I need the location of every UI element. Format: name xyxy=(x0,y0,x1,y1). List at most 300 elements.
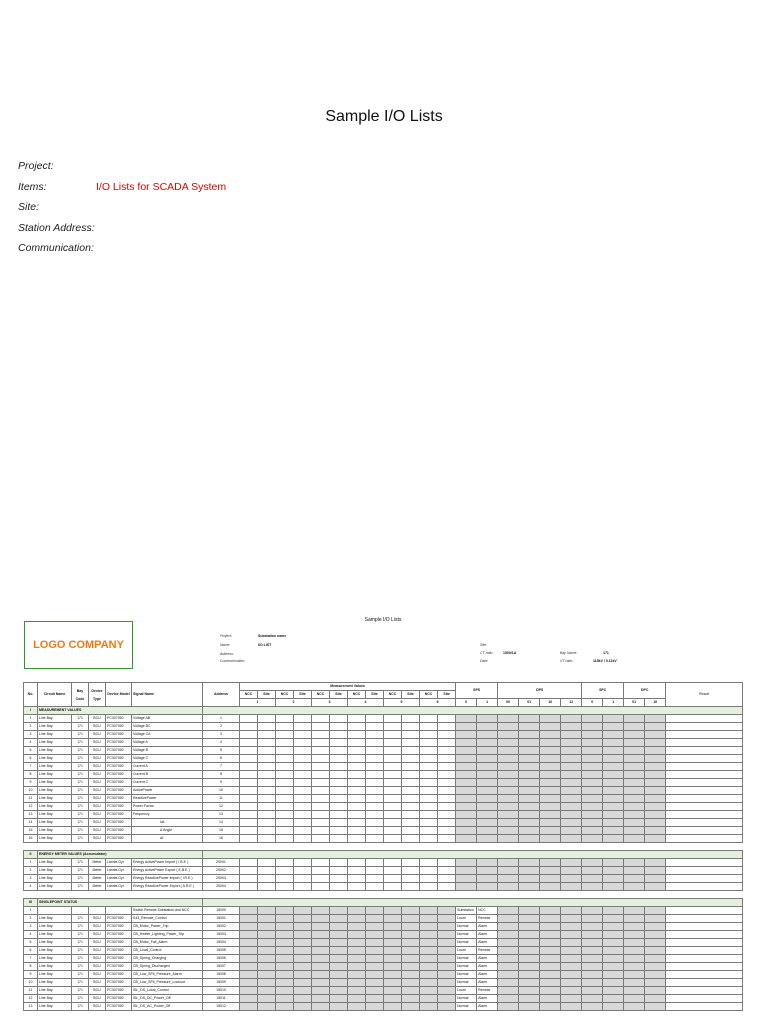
cell-sps-1: Remote xyxy=(477,987,498,995)
cell-measurement xyxy=(366,827,384,835)
cell-measurement xyxy=(294,795,312,803)
cell-measurement xyxy=(294,987,312,995)
cell-status-bit xyxy=(519,955,540,963)
cell-address: 15003 xyxy=(203,931,240,939)
cell-measurement xyxy=(330,771,348,779)
cell-measurement xyxy=(240,811,258,819)
col-group-5: 5 xyxy=(384,699,420,707)
cell-measurement xyxy=(240,971,258,979)
section-title: ENERGY METER VALUES (Accumulator) xyxy=(38,851,203,859)
info-ct-value xyxy=(503,651,516,655)
table-row xyxy=(24,963,743,971)
section-fill xyxy=(203,851,743,859)
cell-bay-code: 171 xyxy=(72,963,89,971)
cell-measurement xyxy=(384,835,402,843)
cell-measurement xyxy=(294,947,312,955)
cell-measurement xyxy=(366,939,384,947)
col-ncc-1: NCC xyxy=(240,691,258,699)
cell-status-bit xyxy=(561,971,582,979)
cell-status-bit xyxy=(519,963,540,971)
cell-measurement xyxy=(384,923,402,931)
cell-address: 20001 xyxy=(203,859,240,867)
cell-status-bit xyxy=(603,763,624,771)
cell-measurement xyxy=(276,827,294,835)
col-dpc-10: 10 xyxy=(645,699,666,707)
cell-measurement xyxy=(402,859,420,867)
cell-measurement xyxy=(312,955,330,963)
cell-no: 8 xyxy=(24,963,38,971)
cell-device-model: PC307050 xyxy=(106,947,132,955)
cell-measurement xyxy=(240,955,258,963)
cell-status-bit xyxy=(624,787,645,795)
cell-status-bit xyxy=(519,771,540,779)
cell-measurement xyxy=(312,715,330,723)
col-dps-01: 01 xyxy=(519,699,540,707)
cell-measurement xyxy=(294,923,312,931)
cell-circuit: Line Bay xyxy=(38,747,72,755)
cell-measurement xyxy=(276,883,294,891)
cell-measurement xyxy=(366,835,384,843)
cell-signal: ISL_DS_Local_Control xyxy=(132,987,203,995)
cell-measurement xyxy=(312,867,330,875)
cell-measurement xyxy=(330,971,348,979)
table-row xyxy=(24,987,743,995)
cell-circuit: Line Bay xyxy=(38,819,72,827)
cell-measurement xyxy=(276,995,294,1003)
cell-signal: CB_Motor_Power_Trip xyxy=(132,923,203,931)
cell-status-bit xyxy=(561,795,582,803)
table-row xyxy=(24,715,743,723)
cell-status-bit xyxy=(561,835,582,843)
cell-sps-1: Alarm xyxy=(477,931,498,939)
cell-device-type: BCU xyxy=(89,715,106,723)
cell-status-bit xyxy=(540,723,561,731)
cell-measurement xyxy=(312,931,330,939)
cell-status-bit xyxy=(519,763,540,771)
cell-measurement xyxy=(330,1003,348,1011)
cell-measurement xyxy=(420,923,438,931)
cell-measurement xyxy=(420,931,438,939)
cell-measurement xyxy=(402,763,420,771)
cell-sps-1 xyxy=(477,731,498,739)
cell-measurement xyxy=(348,939,366,947)
cell-status-bit xyxy=(561,883,582,891)
cell-address: 4 xyxy=(203,739,240,747)
cell-device-model: PC307050 xyxy=(106,755,132,763)
cell-measurement xyxy=(312,787,330,795)
cell-bay-code: 171 xyxy=(72,1003,89,1011)
cell-circuit: Line Bay xyxy=(38,931,72,939)
info-bay-label: Bay Name: xyxy=(560,651,578,655)
cell-address: 20004 xyxy=(203,883,240,891)
table-row xyxy=(24,779,743,787)
cell-measurement xyxy=(330,883,348,891)
cell-signal: Power Factor xyxy=(132,803,203,811)
cell-status-bit xyxy=(582,811,603,819)
cell-no: 10 xyxy=(24,979,38,987)
cell-sps-1 xyxy=(477,803,498,811)
cell-status-bit xyxy=(498,827,519,835)
cell-measurement xyxy=(294,811,312,819)
cell-measurement xyxy=(366,963,384,971)
cell-measurement xyxy=(330,739,348,747)
cell-address: 20002 xyxy=(203,867,240,875)
cell-device-model: PC307050 xyxy=(106,963,132,971)
table-row xyxy=(24,907,743,915)
col-no: No. xyxy=(24,683,38,707)
cell-device-model: Landis Gyr xyxy=(106,875,132,883)
table-row xyxy=(24,867,743,875)
cell-status-bit xyxy=(582,739,603,747)
cell-result xyxy=(666,859,743,867)
cell-measurement xyxy=(348,979,366,987)
cell-status-bit xyxy=(603,731,624,739)
cell-status-bit xyxy=(519,731,540,739)
cell-sps-0: Substation xyxy=(456,907,477,915)
cell-status-bit xyxy=(624,867,645,875)
cell-sps-0: Normal xyxy=(456,955,477,963)
cell-bay-code: 171 xyxy=(72,835,89,843)
cell-status-bit xyxy=(624,979,645,987)
cell-measurement xyxy=(330,987,348,995)
cell-circuit: Line Bay xyxy=(38,987,72,995)
cell-status-bit xyxy=(498,811,519,819)
cell-device-model: PC307050 xyxy=(106,931,132,939)
cell-bay-code: 171 xyxy=(72,819,89,827)
cell-measurement xyxy=(366,955,384,963)
cell-status-bit xyxy=(498,867,519,875)
cell-measurement xyxy=(366,987,384,995)
cell-measurement xyxy=(312,795,330,803)
section-fill xyxy=(203,707,743,715)
cell-measurement xyxy=(294,715,312,723)
cell-measurement xyxy=(312,939,330,947)
cell-status-bit xyxy=(561,907,582,915)
cell-signal: Energy ActivePower Export ( E.B.E ) xyxy=(132,867,203,875)
cell-sps-0 xyxy=(456,731,477,739)
cell-signal: Ia1 xyxy=(132,819,203,827)
cell-status-bit xyxy=(498,787,519,795)
cell-device-type: BCU xyxy=(89,787,106,795)
cell-device-model: PC307050 xyxy=(106,995,132,1003)
cell-measurement xyxy=(312,731,330,739)
cell-result xyxy=(666,747,743,755)
cell-measurement xyxy=(366,867,384,875)
cell-address: 13 xyxy=(203,811,240,819)
cell-status-bit xyxy=(624,883,645,891)
cell-status-bit xyxy=(645,875,666,883)
cell-status-bit xyxy=(498,739,519,747)
cell-measurement xyxy=(420,779,438,787)
cell-measurement xyxy=(438,883,456,891)
cell-device-type: BCU xyxy=(89,747,106,755)
cell-measurement xyxy=(384,779,402,787)
cell-device-type: BCU xyxy=(89,915,106,923)
cell-measurement xyxy=(240,907,258,915)
cell-measurement xyxy=(366,979,384,987)
cell-status-bit xyxy=(498,779,519,787)
cell-measurement xyxy=(438,803,456,811)
cell-measurement xyxy=(330,763,348,771)
cell-measurement xyxy=(402,923,420,931)
cell-circuit: Line Bay xyxy=(38,979,72,987)
cell-status-bit xyxy=(645,931,666,939)
cell-result xyxy=(666,947,743,955)
cell-measurement xyxy=(366,883,384,891)
section-header-row xyxy=(24,899,743,907)
cell-measurement xyxy=(258,1003,276,1011)
cell-no: 4 xyxy=(24,739,38,747)
table-row xyxy=(24,747,743,755)
cell-bay-code: 171 xyxy=(72,723,89,731)
cell-measurement xyxy=(420,907,438,915)
site-label: Site: xyxy=(18,201,40,213)
cell-sps-1 xyxy=(477,755,498,763)
cell-measurement xyxy=(420,819,438,827)
cell-no: 2 xyxy=(24,723,38,731)
cell-status-bit xyxy=(582,835,603,843)
cell-result xyxy=(666,915,743,923)
info-vt-label: VT ratio: xyxy=(560,659,574,663)
col-address: Address xyxy=(203,683,240,707)
cell-bay-code: 171 xyxy=(72,979,89,987)
cell-measurement xyxy=(312,987,330,995)
cell-circuit: Line Bay xyxy=(38,923,72,931)
cell-measurement xyxy=(420,939,438,947)
cell-measurement xyxy=(402,755,420,763)
cell-sps-0: Normal xyxy=(456,931,477,939)
cell-measurement xyxy=(330,779,348,787)
cell-measurement xyxy=(276,739,294,747)
cell-bay-code: 171 xyxy=(72,971,89,979)
cell-result xyxy=(666,979,743,987)
cell-measurement xyxy=(438,987,456,995)
cell-device-type: Meter xyxy=(89,867,106,875)
cell-bay-code: 171 xyxy=(72,715,89,723)
cell-result xyxy=(666,755,743,763)
cell-measurement xyxy=(276,867,294,875)
cell-status-bit xyxy=(561,787,582,795)
cell-status-bit xyxy=(582,755,603,763)
cell-result xyxy=(666,987,743,995)
cell-measurement xyxy=(276,971,294,979)
info-address xyxy=(220,652,234,656)
cell-status-bit xyxy=(603,939,624,947)
cell-status-bit xyxy=(603,755,624,763)
col-dps-10: 10 xyxy=(540,699,561,707)
col-dps-00: 00 xyxy=(498,699,519,707)
cell-device-type: Meter xyxy=(89,859,106,867)
col-result: Result xyxy=(666,683,743,707)
cell-signal: ISL_DS_DC_Power_Off xyxy=(132,995,203,1003)
cell-no: 16 xyxy=(24,835,38,843)
cell-status-bit xyxy=(519,987,540,995)
cell-sps-0: Normal xyxy=(456,963,477,971)
cell-measurement xyxy=(438,731,456,739)
cell-status-bit xyxy=(519,979,540,987)
cell-status-bit xyxy=(540,867,561,875)
cell-no: 6 xyxy=(24,947,38,955)
info-communication-label: Communication: xyxy=(220,659,246,663)
cell-address: 15008 xyxy=(203,971,240,979)
cell-measurement xyxy=(348,819,366,827)
cell-measurement xyxy=(402,747,420,755)
cell-status-bit xyxy=(519,931,540,939)
cell-sps-1 xyxy=(477,739,498,747)
cell-status-bit xyxy=(603,811,624,819)
cell-measurement xyxy=(240,875,258,883)
cell-circuit: Line Bay xyxy=(38,787,72,795)
cell-measurement xyxy=(240,867,258,875)
cell-measurement xyxy=(330,787,348,795)
cell-measurement xyxy=(402,971,420,979)
col-ncc-2: NCC xyxy=(276,691,294,699)
cell-status-bit xyxy=(624,939,645,947)
cell-measurement xyxy=(402,827,420,835)
cell-sps-1 xyxy=(477,811,498,819)
cell-status-bit xyxy=(582,803,603,811)
cell-measurement xyxy=(366,771,384,779)
cell-status-bit xyxy=(519,995,540,1003)
cell-measurement xyxy=(384,763,402,771)
cell-result xyxy=(666,955,743,963)
cell-sps-1: Alarm xyxy=(477,995,498,1003)
cell-status-bit xyxy=(540,971,561,979)
cell-address: 8 xyxy=(203,771,240,779)
cell-signal: ISL_DS_AC_Power_Off xyxy=(132,1003,203,1011)
table-row xyxy=(24,971,743,979)
cell-status-bit xyxy=(603,835,624,843)
cell-sps-0 xyxy=(456,747,477,755)
cell-measurement xyxy=(348,827,366,835)
cell-device-model: PC307050 xyxy=(106,803,132,811)
cell-measurement xyxy=(402,883,420,891)
cell-measurement xyxy=(240,963,258,971)
cell-measurement xyxy=(240,803,258,811)
cell-measurement xyxy=(258,867,276,875)
table-row xyxy=(24,979,743,987)
cell-sps-1 xyxy=(477,787,498,795)
col-signal: Signal Name xyxy=(132,683,203,707)
table-row xyxy=(24,723,743,731)
cell-status-bit xyxy=(540,883,561,891)
cell-sps-0 xyxy=(456,883,477,891)
cell-status-bit xyxy=(645,915,666,923)
cell-measurement xyxy=(384,955,402,963)
cell-measurement xyxy=(258,723,276,731)
col-dps-11: 11 xyxy=(561,699,582,707)
col-bay-code: Bay Code xyxy=(72,683,89,707)
cell-sps-1 xyxy=(477,875,498,883)
cell-no: 5 xyxy=(24,939,38,947)
col-dpc-01: 01 xyxy=(624,699,645,707)
cell-measurement xyxy=(438,963,456,971)
cell-sps-0 xyxy=(456,715,477,723)
cell-measurement xyxy=(312,915,330,923)
cell-status-bit xyxy=(540,827,561,835)
section-number: I xyxy=(24,707,38,715)
cell-measurement xyxy=(384,739,402,747)
cell-sps-1: Remote xyxy=(477,947,498,955)
cell-measurement xyxy=(384,755,402,763)
cell-sps-0: Local xyxy=(456,947,477,955)
cell-result xyxy=(666,835,743,843)
cell-measurement xyxy=(294,835,312,843)
cell-no: 5 xyxy=(24,747,38,755)
cell-status-bit xyxy=(519,915,540,923)
cell-measurement xyxy=(402,939,420,947)
blank-cell xyxy=(24,843,743,851)
cell-status-bit xyxy=(519,715,540,723)
col-site-1: Site xyxy=(258,691,276,699)
cell-device-model: PC307050 xyxy=(106,1003,132,1011)
cell-sps-0 xyxy=(456,875,477,883)
cell-no: 13 xyxy=(24,1003,38,1011)
cell-measurement xyxy=(258,715,276,723)
cell-measurement xyxy=(438,907,456,915)
cell-signal: S43_Remote_Control xyxy=(132,915,203,923)
cell-measurement xyxy=(402,963,420,971)
company-logo: LOGO COMPANY xyxy=(24,621,133,669)
cell-measurement xyxy=(312,907,330,915)
cell-measurement xyxy=(438,771,456,779)
cell-measurement xyxy=(348,715,366,723)
col-spc-0: 0 xyxy=(582,699,603,707)
col-device-model: Device Model xyxy=(106,683,132,707)
cell-no: 2 xyxy=(24,915,38,923)
cell-measurement xyxy=(240,939,258,947)
cell-measurement xyxy=(348,1003,366,1011)
cell-measurement xyxy=(366,915,384,923)
cell-status-bit xyxy=(582,1003,603,1011)
cell-measurement xyxy=(366,779,384,787)
cell-measurement xyxy=(330,723,348,731)
cell-device-type: BCU xyxy=(89,947,106,955)
cell-status-bit xyxy=(561,867,582,875)
cell-circuit: Line Bay xyxy=(38,995,72,1003)
cell-measurement xyxy=(420,771,438,779)
cell-sps-1: Alarm xyxy=(477,923,498,931)
info-project xyxy=(220,634,232,638)
cell-measurement xyxy=(294,763,312,771)
cell-sps-1 xyxy=(477,715,498,723)
table-row xyxy=(24,795,743,803)
cell-measurement xyxy=(402,723,420,731)
cell-status-bit xyxy=(498,1003,519,1011)
cell-measurement xyxy=(240,747,258,755)
cell-sps-0 xyxy=(456,803,477,811)
cell-status-bit xyxy=(498,931,519,939)
cell-sps-1 xyxy=(477,883,498,891)
cell-address: 15004 xyxy=(203,939,240,947)
cell-address: 12 xyxy=(203,803,240,811)
info-name-label: Name: xyxy=(220,643,231,647)
section-number: II xyxy=(24,851,38,859)
cell-measurement xyxy=(276,835,294,843)
cell-measurement xyxy=(240,827,258,835)
cell-device-type: BCU xyxy=(89,939,106,947)
cell-sps-1: Alarm xyxy=(477,963,498,971)
cell-circuit: Line Bay xyxy=(38,763,72,771)
cell-sps-0 xyxy=(456,859,477,867)
cell-status-bit xyxy=(582,963,603,971)
col-site-4: Site xyxy=(366,691,384,699)
cell-status-bit xyxy=(519,875,540,883)
cell-address: 15 xyxy=(203,827,240,835)
cell-measurement xyxy=(330,731,348,739)
cell-device-type: BCU xyxy=(89,923,106,931)
cell-signal: Energy ReactivePower Export ( A.R.E ) xyxy=(132,883,203,891)
